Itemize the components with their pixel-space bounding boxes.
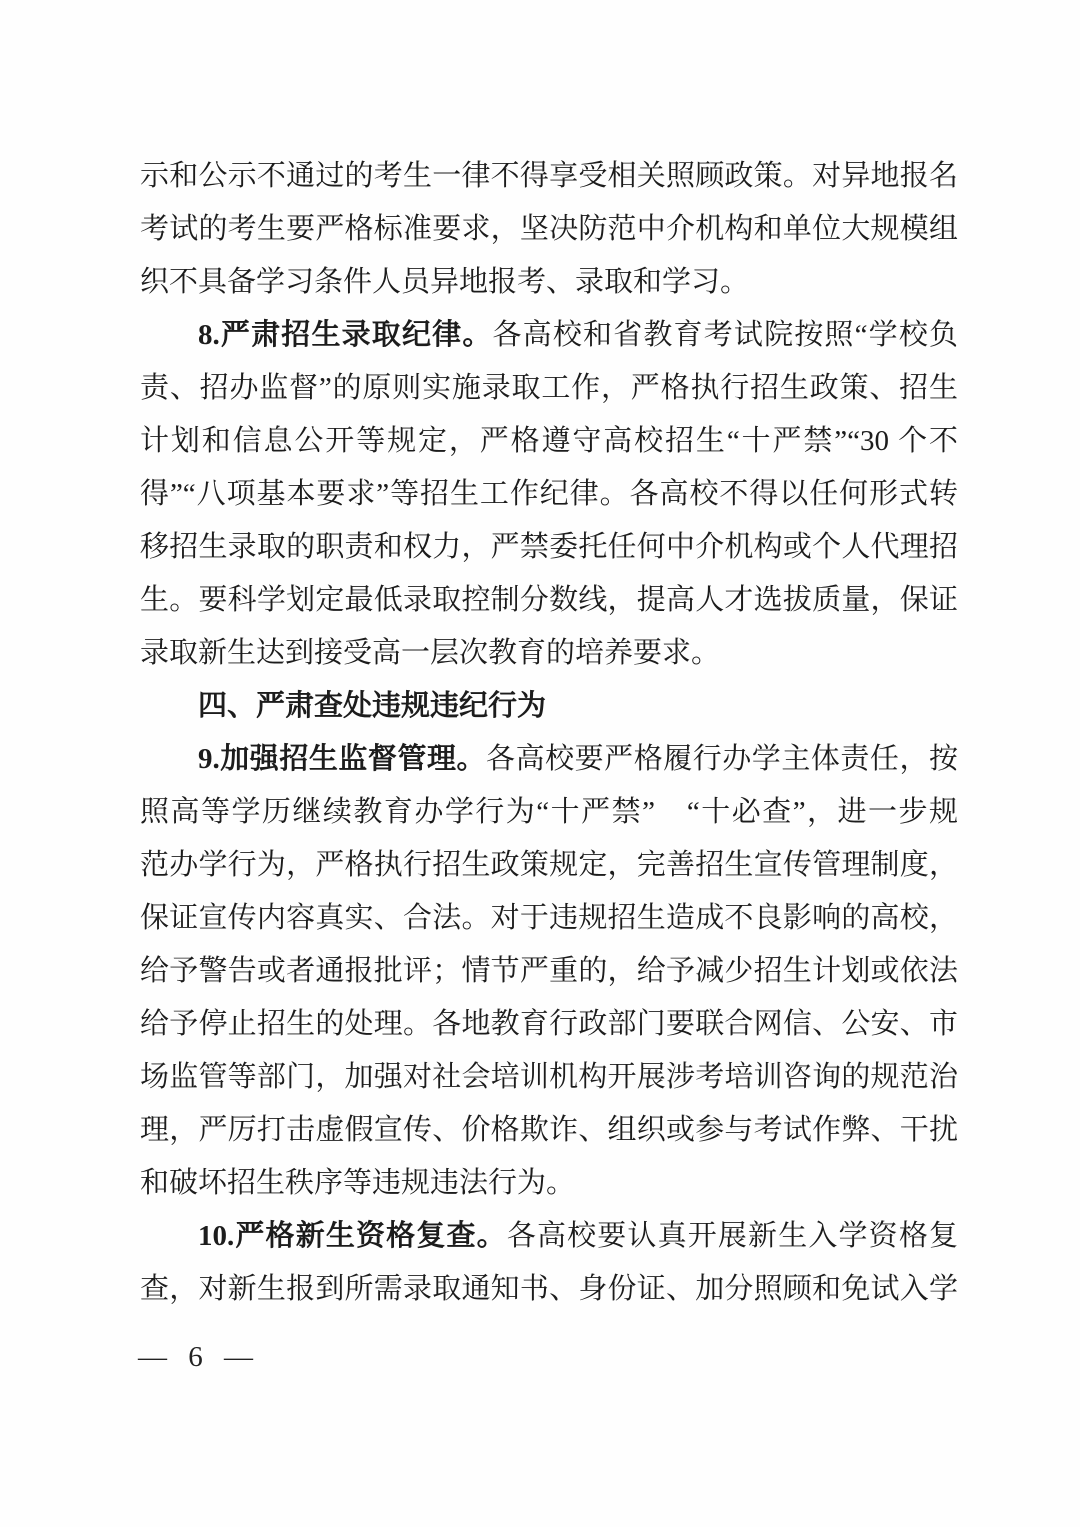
text-segment: 查，对新生报到所需录取通知书、身份证、加分照顾和免试入学 <box>140 1273 958 1305</box>
text-segment: 移招生录取的职责和权力，严禁委托任何中介机构或个人代理招 <box>140 531 958 563</box>
text-segment: 给予警告或者通报批评；情节严重的，给予减少招生计划或依法 <box>140 955 958 987</box>
page-number-text: — 6 — <box>138 1341 260 1373</box>
text-segment: 给予停止招生的处理。各地教育行政部门要联合网信、公安、市 <box>140 1008 958 1040</box>
text-segment: 和破坏招生秩序等违规违法行为。 <box>140 1167 576 1199</box>
text-line <box>140 998 958 1051</box>
text-segment: 考试的考生要严格标准要求，坚决防范中介机构和单位大规模组 <box>140 213 958 245</box>
text-segment: 理，严厉打击虚假宣传、价格欺诈、组织或参与考试作弊、干扰 <box>140 1114 958 1146</box>
text-line <box>140 627 958 680</box>
text-segment: 场监管等部门，加强对社会培训机构开展涉考培训咨询的规范治 <box>140 1061 958 1093</box>
text-line <box>140 203 958 256</box>
text-line <box>140 1263 958 1316</box>
section-heading <box>140 680 958 733</box>
text-line <box>140 839 958 892</box>
text-line <box>140 945 958 998</box>
text-segment: 保证宣传内容真实、合法。对于违规招生造成不良影响的高校， <box>140 902 958 934</box>
text-segment: 各高校要严格履行办学主体责任，按 <box>486 743 958 775</box>
text-segment: 各高校要认真开展新生入学资格复 <box>506 1220 958 1252</box>
text-line <box>140 150 958 203</box>
text-segment: 责、招办监督”的原则实施录取工作，严格执行招生政策、招生 <box>140 372 958 404</box>
text-segment: 生。要科学划定最低录取控制分数线，提高人才选拔质量，保证 <box>140 584 958 616</box>
text-line <box>140 892 958 945</box>
text-line <box>140 1157 958 1210</box>
page-number <box>138 1336 260 1378</box>
text-line <box>140 415 958 468</box>
text-segment: 各高校和省教育考试院按照“学校负 <box>492 319 958 351</box>
bold-lead-segment: 8.严肃招生录取纪律。 <box>198 319 493 351</box>
text-segment: 照高等学历继续教育办学行为“十严禁” “十必查”，进一步规 <box>140 796 958 828</box>
text-line <box>140 1210 958 1263</box>
text-line <box>140 362 958 415</box>
bold-lead-segment: 9.加强招生监督管理。 <box>198 743 487 775</box>
bold-lead-segment: 四、严肃查处违规违纪行为 <box>198 690 547 722</box>
text-line <box>140 733 958 786</box>
document-body <box>140 150 958 1316</box>
text-segment: 计划和信息公开等规定，严格遵守高校招生“十严禁”“30 个不 <box>140 425 958 457</box>
text-line <box>140 1051 958 1104</box>
text-segment: 织不具备学习条件人员异地报考、录取和学习。 <box>140 266 750 298</box>
text-line <box>140 468 958 521</box>
text-line <box>140 309 958 362</box>
text-segment: 示和公示不通过的考生一律不得享受相关照顾政策。对异地报名 <box>140 160 958 192</box>
text-line <box>140 256 958 309</box>
text-segment: 录取新生达到接受高一层次教育的培养要求。 <box>140 637 721 669</box>
text-line <box>140 1104 958 1157</box>
text-segment: 范办学行为，严格执行招生政策规定，完善招生宣传管理制度， <box>140 849 958 881</box>
text-line <box>140 521 958 574</box>
text-line <box>140 786 958 839</box>
text-line <box>140 574 958 627</box>
bold-lead-segment: 10.严格新生资格复查。 <box>198 1220 507 1252</box>
text-segment: 得”“八项基本要求”等招生工作纪律。各高校不得以任何形式转 <box>140 478 958 510</box>
